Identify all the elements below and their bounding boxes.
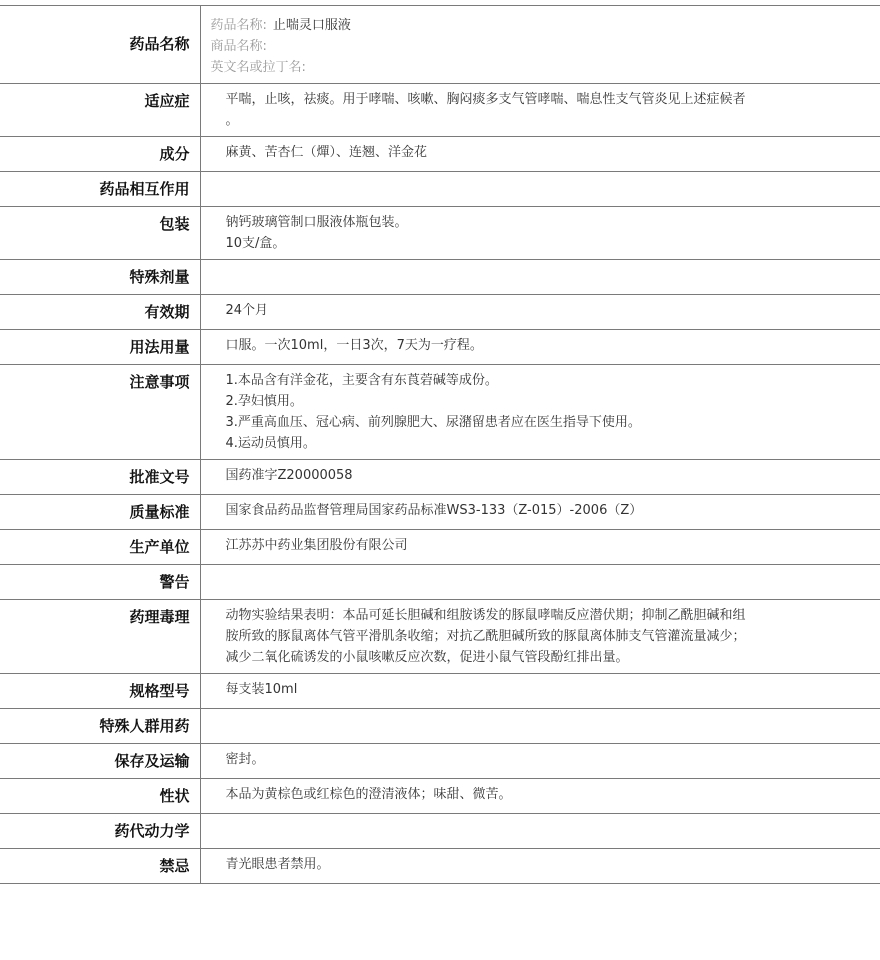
- info-row: [0, 330, 880, 365]
- info-row: [0, 849, 880, 884]
- trade-name-line: [211, 36, 871, 57]
- english-name-line: [211, 57, 871, 78]
- row-value: [200, 207, 880, 260]
- row-value: [200, 530, 880, 565]
- info-row: [0, 172, 880, 207]
- generic-name-line: [211, 15, 871, 36]
- row-value-line: 减少二氧化硫诱发的小鼠咳嗽反应次数，促进小鼠气管段酚红排出量。: [225, 650, 629, 665]
- trade-name-label: 商品名称:: [210, 39, 267, 54]
- row-value: [200, 600, 880, 674]
- info-row: [0, 295, 880, 330]
- row-label: 特殊剂量: [0, 260, 200, 295]
- row-drug-name: [0, 6, 880, 84]
- generic-name-label: 药品名称:: [210, 18, 267, 33]
- row-label: 药品相互作用: [0, 172, 200, 207]
- row-value: [200, 779, 880, 814]
- row-value: [200, 260, 880, 295]
- row-label: 保存及运输: [0, 744, 200, 779]
- info-row: [0, 260, 880, 295]
- row-value: [200, 84, 880, 137]
- row-label: 质量标准: [0, 495, 200, 530]
- info-row: [0, 137, 880, 172]
- row-value-line: 平喘，止咳，祛痰。用于哮喘、咳嗽、胸闷痰多支气管哮喘、喘息性支气管炎见上述症候者: [225, 92, 746, 107]
- info-row: [0, 779, 880, 814]
- row-label: 药理毒理: [0, 600, 200, 674]
- row-value-line: 江苏苏中药业集团股份有限公司: [225, 538, 408, 553]
- row-label: 禁忌: [0, 849, 200, 884]
- info-row: [0, 565, 880, 600]
- drug-info-table: [0, 5, 880, 884]
- row-label: 生产单位: [0, 530, 200, 565]
- row-label: 规格型号: [0, 674, 200, 709]
- english-name-label: 英文名或拉丁名:: [210, 60, 306, 75]
- row-value-line: 3.严重高血压、冠心病、前列腺肥大、尿潴留患者应在医生指导下使用。: [225, 415, 641, 430]
- row-value: [200, 137, 880, 172]
- row-value-line: 4.运动员慎用。: [225, 436, 316, 451]
- info-row: [0, 495, 880, 530]
- row-value-line: 动物实验结果表明：本品可延长胆碱和组胺诱发的豚鼠哮喘反应潜伏期；抑制乙酰胆碱和组: [225, 608, 746, 623]
- row-value: [200, 6, 880, 84]
- row-value: [200, 365, 880, 460]
- row-value-line: 每支装10ml: [225, 682, 298, 697]
- info-row: [0, 674, 880, 709]
- row-value-line: 口服。一次10ml，一日3次，7天为一疗程。: [225, 338, 483, 353]
- row-value: [200, 709, 880, 744]
- row-value-line: 2.孕妇慎用。: [225, 394, 303, 409]
- info-row: [0, 744, 880, 779]
- row-label: 警告: [0, 565, 200, 600]
- info-row: [0, 207, 880, 260]
- row-value-line: 1.本品含有洋金花，主要含有东莨菪碱等成份。: [225, 373, 498, 388]
- row-label: 药品名称: [0, 6, 200, 84]
- row-value-line: 密封。: [225, 752, 265, 767]
- row-value: [200, 172, 880, 207]
- info-row: [0, 600, 880, 674]
- row-label: 有效期: [0, 295, 200, 330]
- row-label: 成分: [0, 137, 200, 172]
- row-label: 批准文号: [0, 460, 200, 495]
- info-row: [0, 709, 880, 744]
- row-value: [200, 495, 880, 530]
- row-value: [200, 744, 880, 779]
- row-value-line: 国家食品药品监督管理局国家药品标准WS3-133（Z-015）-2006（Z）: [225, 503, 643, 518]
- row-value-line: 本品为黄棕色或红棕色的澄清液体；味甜、微苦。: [225, 787, 512, 802]
- row-label: 包装: [0, 207, 200, 260]
- row-value-line: 国药准字Z20000058: [225, 468, 353, 483]
- info-row: [0, 365, 880, 460]
- row-value-line: 10支/盒。: [225, 236, 286, 251]
- row-label: 适应症: [0, 84, 200, 137]
- info-row: [0, 530, 880, 565]
- row-value-line: 钠钙玻璃管制口服液体瓶包装。: [225, 215, 408, 230]
- row-value-line: 麻黄、苦杏仁（燀）、连翘、洋金花: [225, 145, 428, 160]
- info-row: [0, 814, 880, 849]
- row-value-line: 胺所致的豚鼠离体气管平滑肌条收缩；对抗乙酰胆碱所致的豚鼠离体肺支气管灌流量减少；: [225, 629, 746, 644]
- row-value: [200, 460, 880, 495]
- row-value: [200, 849, 880, 884]
- row-value: [200, 295, 880, 330]
- row-label: 药代动力学: [0, 814, 200, 849]
- row-label: 用法用量: [0, 330, 200, 365]
- row-label: 特殊人群用药: [0, 709, 200, 744]
- row-value: [200, 674, 880, 709]
- row-value: [200, 814, 880, 849]
- row-value: [200, 565, 880, 600]
- row-value-line: 。: [225, 113, 239, 128]
- info-row: [0, 460, 880, 495]
- row-value-line: 青光眼患者禁用。: [225, 857, 330, 872]
- generic-name-value: 止喘灵口服液: [272, 18, 351, 33]
- row-value: [200, 330, 880, 365]
- row-value-line: 24个月: [225, 303, 269, 318]
- row-label: 注意事项: [0, 365, 200, 460]
- row-label: 性状: [0, 779, 200, 814]
- info-row: [0, 84, 880, 137]
